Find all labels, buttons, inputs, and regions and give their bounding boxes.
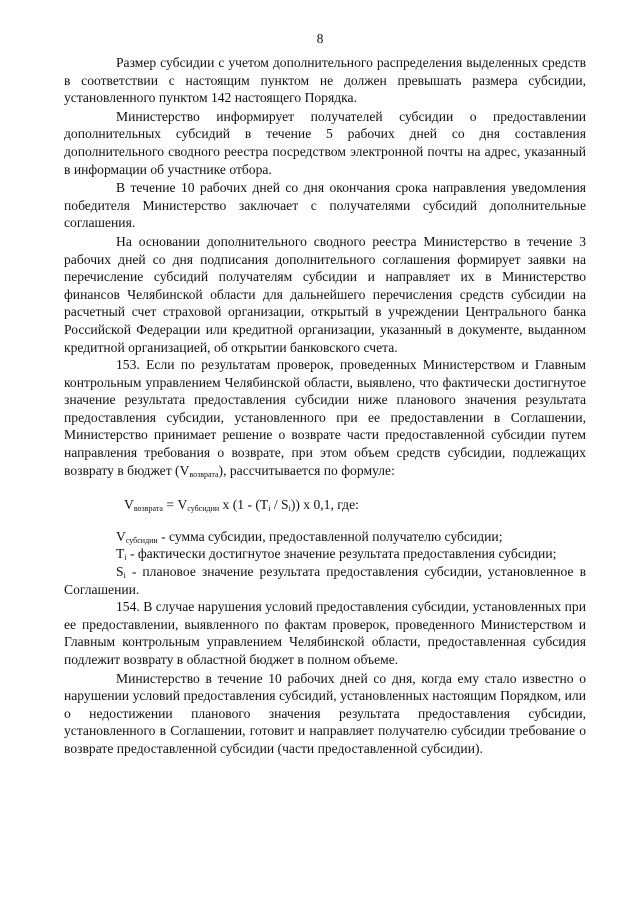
formula-eq: = V: [162, 497, 188, 513]
definition-v-symbol: V: [116, 528, 126, 544]
paragraph-154: 154. В случае нарушения условий предоставления субсидии, установленных при ее предоставлении, выявленного по фактам проверок, проведенного Министерством и Главным контрольным управлением Челябинской области, предоставленная субсидия подлежит возврату в областной бюджет в полном объеме.: [64, 599, 586, 667]
formula-rest: x (1 - (T: [219, 497, 269, 513]
paragraph-153-end: ), рассчитывается по формуле:: [218, 462, 395, 478]
definition-t-i: [64, 545, 586, 563]
formula-v-return: V: [124, 497, 134, 513]
formula-tail: )) x 0,1, где:: [290, 497, 359, 513]
paragraph-ministry-informs: Министерство информирует получателей субсидии о предоставлении дополнительных субсидий в течение 5 рабочих дней со дня составления дополнительного сводного реестра посредством электронной почты на адрес, указанный в информации об участнике отбора.: [64, 108, 586, 177]
document-body: [64, 54, 586, 758]
return-formula: [64, 496, 586, 514]
paragraph-agreements: В течение 10 рабочих дней со дня окончания срока направления уведомления победителя Министерство заключает с получателями субсидий дополнительные соглашения.: [64, 180, 586, 231]
formula-sub-i2: i: [288, 504, 291, 514]
definition-t-subscript: i: [124, 553, 127, 563]
definition-v-subsidy: [64, 528, 586, 546]
formula-sub-i1: i: [268, 504, 271, 514]
page-number: 8: [316, 31, 324, 46]
definition-t-symbol: T: [116, 546, 125, 562]
paragraph-153-text: 153. Если по результатам проверок, проведенных Министерством и Главным контрольным управлением Челябинской области, выявлено, что фактически достигнутое значение результата предоставления субсидии ниже планового значения результата предоставления субсидии, установленного при ее предоставлении в Соглашении, Министерство принимает решение о возврате части предоставленной субсидии путем направления требования о возврате, при этом объем средств субсидии, подлежащих возврату в бюджет (V: [64, 357, 586, 478]
paragraph-subsidy-size: Размер субсидии с учетом дополнительного распределения выделенных средств в соответствии с настоящим пунктом не должен превышать размера субсидии, установленного пунктом 142 настоящего Порядка.: [64, 55, 586, 106]
paragraph-153: [64, 356, 586, 479]
paragraph-registry-basis: На основании дополнительного сводного реестра Министерство в течение 3 рабочих дней со дня подписания дополнительного соглашения формирует заявки на перечисление субсидий получателям субсидии и направляет их в Министерство финансов Челябинской области для дальнейшего перечисления средств субсидии на расчетный счет страховой организации, открытый в учреждении Центрального банка Российской Федерации или кредитной организации, указанный в документе, выданном кредитной организацией, об открытии банковского счета.: [64, 233, 586, 355]
formula-sub-return: возврата: [133, 504, 163, 514]
formula-slash: / S: [270, 497, 289, 513]
return-volume-subscript: возврата: [189, 469, 219, 479]
paragraph-ministry-demand: Министерство в течение 10 рабочих дней со дня, когда ему стало известно о нарушении условий предоставления субсидий, установленных настоящим Порядком, или о недостижении планового значения результата предоставления субсидии, установленного в Соглашении, готовит и направляет получателю субсидии требование о возврате предоставленной субсидии (части предоставленной субсидии).: [64, 670, 586, 756]
definition-v-subscript: субсидии: [125, 535, 158, 545]
definition-t-text: - фактически достигнутое значение результата предоставления субсидии;: [126, 546, 557, 562]
definition-s-text: - плановое значение результата предоставления субсидии, установленное в Соглашении.: [64, 564, 586, 597]
definition-s-symbol: S: [116, 564, 124, 580]
definition-v-text: - сумма субсидии, предоставленной получателю субсидии;: [157, 528, 503, 544]
definition-s-subscript: i: [123, 571, 126, 581]
formula-sub-subsidy: субсидии: [187, 504, 220, 514]
definition-s-i: [64, 563, 586, 598]
